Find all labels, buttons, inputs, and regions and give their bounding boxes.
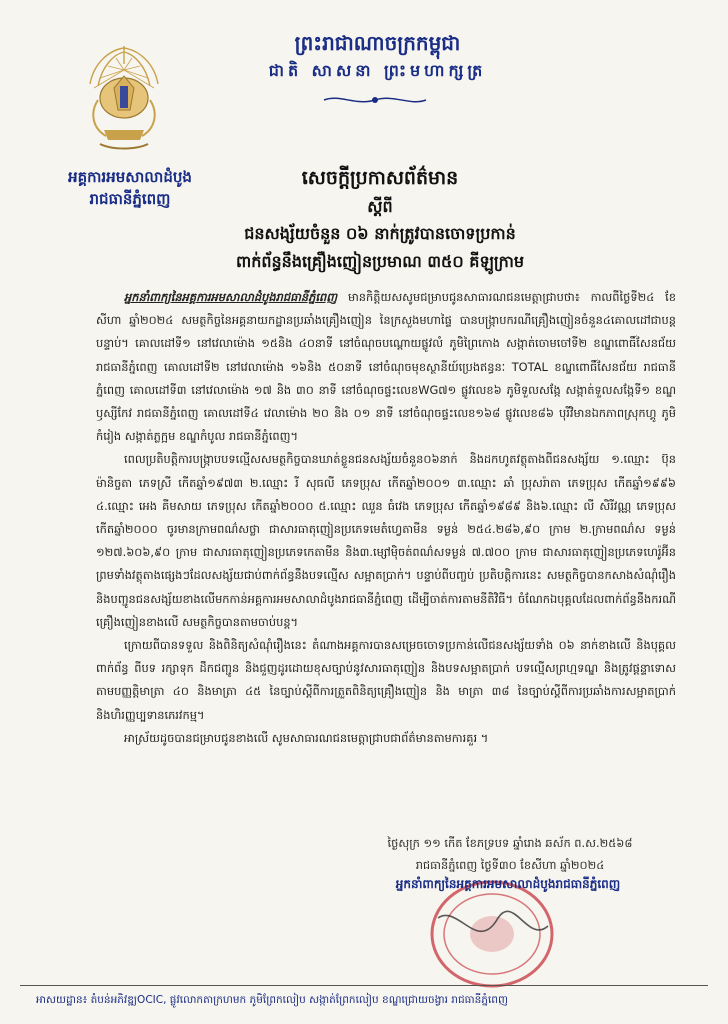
authority-line-2: រាជធានីភ្នំពេញ — [89, 190, 171, 208]
footer-divider — [20, 985, 708, 986]
national-motto: ជាតិ សាសនា ព្រះមហាក្សត្រ — [268, 61, 487, 80]
ornament-divider-icon — [320, 92, 430, 108]
paragraph-1 — [96, 286, 676, 448]
document-body — [96, 286, 676, 750]
document-title — [150, 162, 610, 276]
signer-title: អ្នកនាំពាក្យនៃអគ្គការអមសាលាដំបូងរាជធានីភ្នំពេញ — [395, 877, 621, 891]
lunar-date: ថ្ងៃសុក្រ ១១ កើត ខែភទ្របទ ឆ្នាំរោង ឆស័ក ព.ស.២៥៦៨ — [387, 836, 633, 850]
title-line-2: ស្តីពី — [367, 197, 393, 216]
authority-line-1: អគ្គការអមសាលាដំបូង — [68, 168, 192, 186]
title-line-3: ជនសង្ស័យចំនួន ០៦ នាក់ត្រូវបានចោទប្រកាន់ — [244, 224, 516, 243]
paragraph-3: ក្រោយពីបានទទួល និងពិនិត្យសំណុំរឿងនេះ តំណាងអគ្គការបានសម្រេចចោទប្រកាន់លើជនសង្ស័យទាំង ០៦ នាក់ខាងលើ និងបុគ្គលពាក់ព័ន្ធ ពីបទ រក្សាទុក ដឹកជញ្ជូន និងជួញដូរដោយខុសច្បាប់នូវសារធាតុញៀន និងបទសម្អាតប្រាក់ បទល្មើសព្រហ្មទណ្ឌ និងត្រូវផ្តន្ទាទោសតាមបញ្ញត្តិមាត្រា ៤០ និងមាត្រា ៤៥ នៃច្បាប់ស្តីពីការត្រួតពិនិត្យគ្រឿងញៀន និង មាត្រា ៣៨ នៃច្បាប់ស្តីពីការប្រឆាំងការសម្អាតប្រាក់ និងហិរញ្ញប្បទានភេរវកម្ម។ — [96, 638, 676, 722]
paragraph-4: អាស្រ័យដូចបានជម្រាបជូនខាងលើ សូមសាធារណជនមេត្តាជ្រាបជាព័ត៌មានតាមការគួរ ។ — [124, 730, 489, 745]
title-line-4: ពាក់ព័ន្ធនឹងគ្រឿងញៀនប្រមាណ ៣៥០ គីឡូក្រាម — [235, 252, 525, 271]
kingdom-header — [240, 28, 515, 84]
kingdom-title: ព្រះរាជាណាចក្រកម្ពុជា — [294, 31, 461, 55]
spokesperson-lead: អ្នកនាំពាក្យនៃអគ្គការអមសាលាដំបូងរាជធានីភ្នំពេញ — [124, 290, 338, 304]
paragraph-1-text: មានកិត្តិយសសូមជម្រាបជូនសាធារណជនមេត្តាជ្រាបថា៖ កាលពីថ្ងៃទី២៤ ខែសីហា ឆ្នាំ២០២៤ សមត្ថកិច្ចនៃអគ្គនាយកដ្ឋានប្រឆាំងគ្រឿងញៀន នៃក្រសួងមហាផ្ទៃ បានបង្ក្រាបករណីគ្រឿងញៀនចំនួន៤គោលដៅជាបន្តបន្ទាប់។ គោលដៅទី១ នៅវេលាម៉ោង ១៥និង ៤០នាទី នៅចំណុចបណ្តោយផ្លូវលំ ភូមិព្រៃកោង សង្កាត់ចោមចៅទី២ ខណ្ឌពោធិ៍សែនជ័យ រាជធានីភ្នំពេញ គោលដៅទី២ នៅវេលាម៉ោង ១៦និង ៥០នាទី នៅចំណុចមុខស្ថានីយ៍ប្រេងឥន្ធនៈ TOTAL ខណ្ឌពោធិ៍សែនជ័យ រាជធានីភ្នំពេញ គោលដៅទី៣ នៅវេលាម៉ោង ១៧ និង ៣០ នាទី នៅចំណុចផ្ទះលេខWG៧១ ផ្លូវលេខ៦ ភូមិទួលសង្កែ សង្កាត់ទួលសង្កែទី១ ខណ្ឌឫស្សីកែវ រាជធានីភ្នំពេញ គោលដៅទី៤ វេលាម៉ោង ២០ និង ០១ នាទី នៅចំណុចផ្ទះលេខ១៦៨ ផ្លូវលេខ៨៦ បុរីវិមានឯកភាពស្រុកហ្គូ ភូមិកំរៀង សង្កាត់ភ្លក្អម ខណ្ឌកំបូល រាជធានីភ្នំពេញ។ — [96, 290, 676, 444]
paragraph-2: ពេលប្រតិបត្តិការបង្ក្រាបបទល្មើសសមត្ថកិច្ចបានឃាត់ខ្លួនជនសង្ស័យចំនួន០៦នាក់ និងដកហូតវត្ថុតាងពីជនសង្ស័យ ១.ឈ្មោះ ប៊ុន ម៉ានិច្ចតា ភេទស្រី កើតឆ្នាំ១៩៧៣ ២.ឈ្មោះ រី សុធលី ភេទប្រុស កើតឆ្នាំ២០០១ ៣.ឈ្មោះ ឆាំ ប្រុសរ៉ាតា ភេទប្រុស កើតឆ្នាំ១៩៩៦ ៤.ឈ្មោះ អេង គីមសាយ ភេទប្រុស កើតឆ្នាំ២០០០ ៥.ឈ្មោះ ឈួន ធំវេង ភេទប្រុស កើតឆ្នាំ១៩៨៩ និង៦.ឈ្មោះ លី សិរីវណ្ណ ភេទប្រុស កើតឆ្នាំ២០០០ ចូរមានក្រាមពណ៌សថ្លា ជាសារធាតុញៀនប្រភេទមេតំហ្វេតាមីន ទម្ងន់ ២៥៤.២៨៦,៩០ ក្រាម ២.ក្រាមពណ៌ស ទម្ងន់ ១២៧.៦០៦,៩០ ក្រាម ជាសារធាតុញៀនប្រភេទកេតាមីន និង៣.ម្សៅម៉ិចត់ពណ៌សទម្ងន់ ៧.៧០០ ក្រាម ជាសារធាតុញៀនប្រភេទហេរ៉ូអ៊ីន ព្រមទាំងវត្ថុតាងផ្សេងៗដែលសង្ស័យជាប់ពាក់ព័ន្ធនឹងបទល្មើស សម្អាតប្រាក់។ បន្ទាប់ពីបញ្ចប់ ប្រតិបត្តិការនេះ សមត្ថកិច្ចបានកសាងសំណុំរឿង និងបញ្ជូនជនសង្ស័យខាងលើមកកាន់អគ្គការអមសាលាដំបូងរាជធានីភ្នំពេញ ដើម្បីចាត់ការតាមនីតិវិធី។ ចំណែកឯបុគ្គលដែលពាក់ព័ន្ធនឹងករណីគ្រឿងញៀនខាងលើ សមត្ថកិច្ចបានតាមចាប់បន្ត។ — [96, 452, 676, 629]
royal-crest-icon — [80, 40, 168, 160]
solar-date: រាជធានីភ្នំពេញ ថ្ងៃទី៣០ ខែសីហា ឆ្នាំ២០២៤ — [415, 858, 605, 872]
date-block — [330, 832, 690, 876]
footer-address: អាសយដ្ឋាន៖ តំបន់អភិវឌ្ឍOCIC, ផ្លូវលោកតាក្រហមក ភូមិព្រែកលៀប សង្កាត់ព្រែកលៀប ខណ្ឌជ្រោយចង្វារ រាជធានីភ្នំពេញ — [36, 994, 508, 1006]
title-line-1: សេចក្តីប្រកាសព័ត៌មាន — [301, 167, 459, 189]
